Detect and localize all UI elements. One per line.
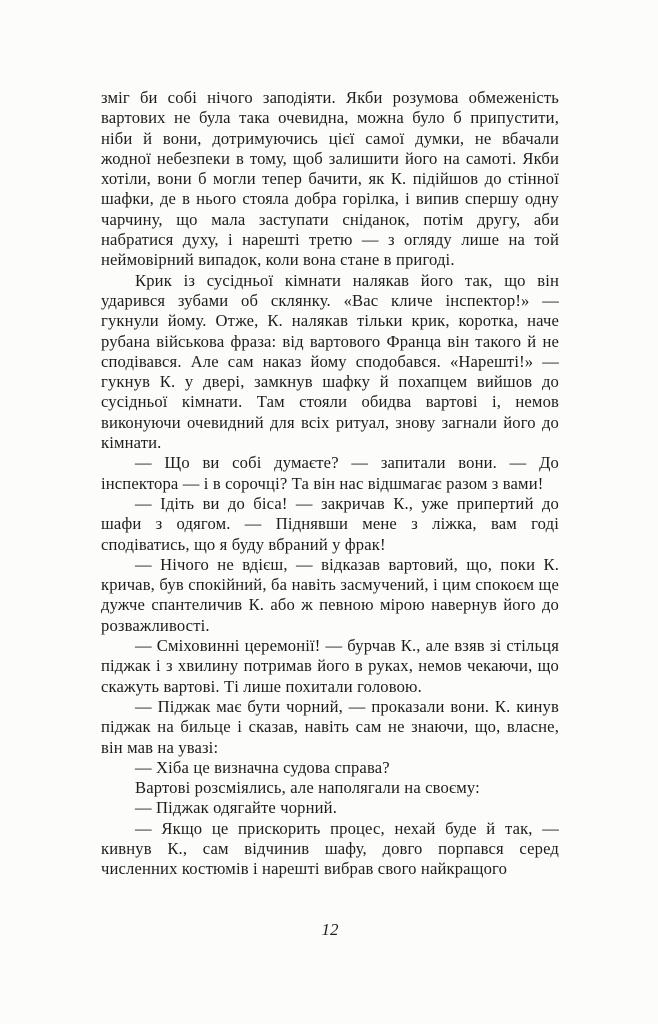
page-number: 12	[321, 920, 339, 939]
text-block	[101, 88, 559, 880]
paragraph: — Якщо це прискорить процес, нехай буде й так, — кивнув К., сам відчинив шафу, довго порпався серед численних костюмів і нарешті вибрав свого найкращого	[101, 818, 559, 879]
paragraph: — Ідіть ви до біса! — закричав К., уже припертий до шафи з одягом. — Піднявши мене з ліжка, вам годі сподіватись, що я буду вбраний у фрак!	[101, 493, 559, 554]
paragraph: — Сміховинні церемонії! — бурчав К., але взяв зі стільця піджак і з хвилину потримав його в руках, немов чекаючи, що скажуть вартові. Ті лише похитали головою.	[101, 636, 559, 696]
paragraph: — Хіба це визначна судова справа?	[135, 757, 390, 777]
paragraph: зміг би собі нічого заподіяти. Якби розумова обмеженість вартових не була така очевидна, можна було б припустити, ніби й вони, дотримуючись цієї самої думки, не вбачали жодної небезпеки в тому, щоб залишити його на самоті. Якби хотіли, вони б могли тепер бачити, як К. підійшов до стінної шафки, де в нього стояла добра горілка, і випив спершу одну чарчину, що мала заступати сніданок, потім другу, аби набратися духу, і нарешті третю — з огляду лише на той неймовірний випадок, коли вона стане в пригоді.	[101, 88, 559, 270]
paragraph: Вартові розсміялись, але наполягали на своєму:	[135, 778, 480, 798]
paragraph: — Піджак одягайте чорний.	[135, 798, 338, 818]
paragraph: — Що ви собі думаєте? — запитали вони. — До інспектора — і в сорочці? Та він нас відшмагає разом з вами!	[101, 453, 559, 493]
paragraph: Крик із сусідньої кімнати налякав його так, що він ударився зубами об склянку. «Вас кличе інспектор!» — гукнули йому. Отже, К. налякав тільки крик, коротка, наче рубана військова фраза: від вартового Франца він такого й не сподівався. Але сам наказ йому сподобався. «Нарешті!» — гукнув К. у двері, замкнув шафку й похапцем вийшов до сусідньої кімнати. Там стояли обидва вартові і, немов виконуючи очевидний для всіх ритуал, знову загнали його до кімнати.	[101, 270, 559, 453]
paragraph: — Нічого не вдієш, — відказав вартовий, що, поки К. кричав, був спокійний, ба навіть засмучений, і цим спокоєм ще дужче спантеличив К. або ж певною мірою навернув його до розважливості.	[101, 554, 559, 635]
paragraph: — Піджак має бути чорний, — проказали вони. К. кинув піджак на бильце і сказав, навіть сам не знаючи, що, власне, він мав на увазі:	[101, 696, 559, 757]
